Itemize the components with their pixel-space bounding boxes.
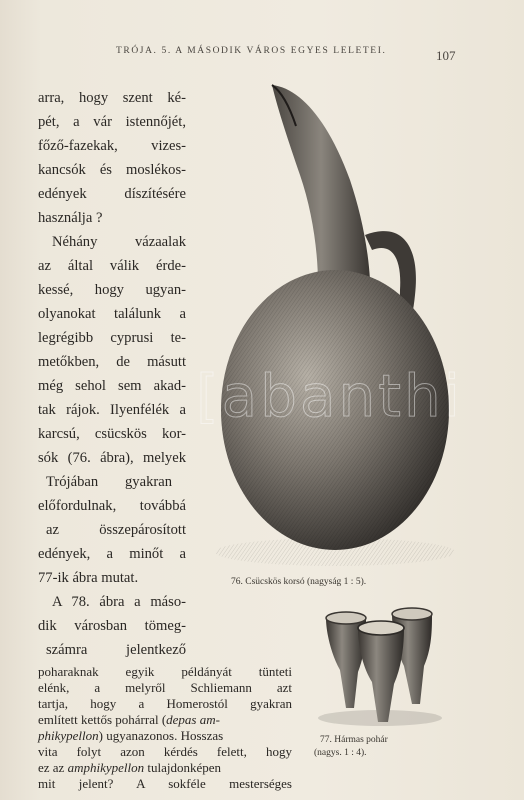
text-line: kessé, hogy ugyan- <box>38 282 186 298</box>
text-line: dik városban tömeg- <box>38 618 186 634</box>
text-line: arra, hogy szent ké- <box>38 90 186 106</box>
jug-illustration <box>200 80 470 570</box>
watermark: [abanthi <box>196 362 463 430</box>
text-line: olyanokat találunk a <box>38 306 186 322</box>
text-line: pét, a vár istennőjét, <box>38 114 186 130</box>
text-line: A 78. ábra a máso- <box>52 594 186 610</box>
triple-cup-illustration <box>300 600 460 730</box>
text-line: karcsú, csücskös kor- <box>38 426 186 442</box>
italic-term: amphikypellon <box>67 760 145 775</box>
text-line: edények díszítésére <box>38 186 186 202</box>
text-line: használja ? <box>38 210 103 226</box>
text-line: még sehol sem akad- <box>38 378 186 394</box>
figure-76-caption: 76. Csücskös korsó (nagyság 1 : 5). <box>231 577 367 587</box>
figure-77-caption-line1: 77. Hármas pohár <box>320 735 388 745</box>
text-line: vita folyt azon kérdés felett, hogy <box>38 744 292 759</box>
text-line <box>38 760 221 776</box>
text-fragment: tulajdonképen <box>144 760 222 775</box>
text-line <box>38 728 223 744</box>
text-line: elénk, a melyről Schliemann azt <box>38 680 292 695</box>
text-line: sók (76. ábra), melyek <box>38 450 186 466</box>
text-line: tak rájok. Ilyenfélék a <box>38 402 186 418</box>
figure-77-caption-line2: (nagys. 1 : 4). <box>314 748 367 758</box>
text-line: poharaknak egyik példányát tünteti <box>38 664 292 679</box>
text-line: legrégibb cyprusi te- <box>38 330 186 346</box>
text-line: az által válik érde- <box>38 258 186 274</box>
text-line: Néhány vázaalak <box>52 234 186 250</box>
text-line: Trójában gyakran <box>46 474 172 490</box>
text-line: számra jelentkező <box>46 642 186 658</box>
text-line: előfordulnak, továbbá <box>38 498 186 514</box>
text-line: az összepárosított <box>46 522 186 538</box>
running-header: TRÓJA. 5. A MÁSODIK VÁROS EGYES LELETEI. <box>116 46 387 56</box>
text-line: 77-ik ábra mutat. <box>38 570 139 586</box>
text-line: metőkben, de másutt <box>38 354 186 370</box>
text-line: mit jelent? A sokféle mesterséges <box>38 776 292 791</box>
italic-term: depas am- <box>166 712 220 727</box>
text-line <box>38 712 220 728</box>
text-fragment: ) ugyanazonos. Hosszas <box>98 728 224 743</box>
text-line: kancsók és moslékos- <box>38 162 186 178</box>
page-number: 107 <box>436 48 456 63</box>
italic-term: phikypellon <box>38 728 99 743</box>
text-fragment: ez az <box>38 760 68 775</box>
text-line: főző-fazekak, vizes- <box>38 138 186 154</box>
text-line: edények, a minőt a <box>38 546 186 562</box>
text-line: tartja, hogy a Homerostól gyakran <box>38 696 292 711</box>
text-fragment: említett kettős pohárral ( <box>38 712 167 727</box>
